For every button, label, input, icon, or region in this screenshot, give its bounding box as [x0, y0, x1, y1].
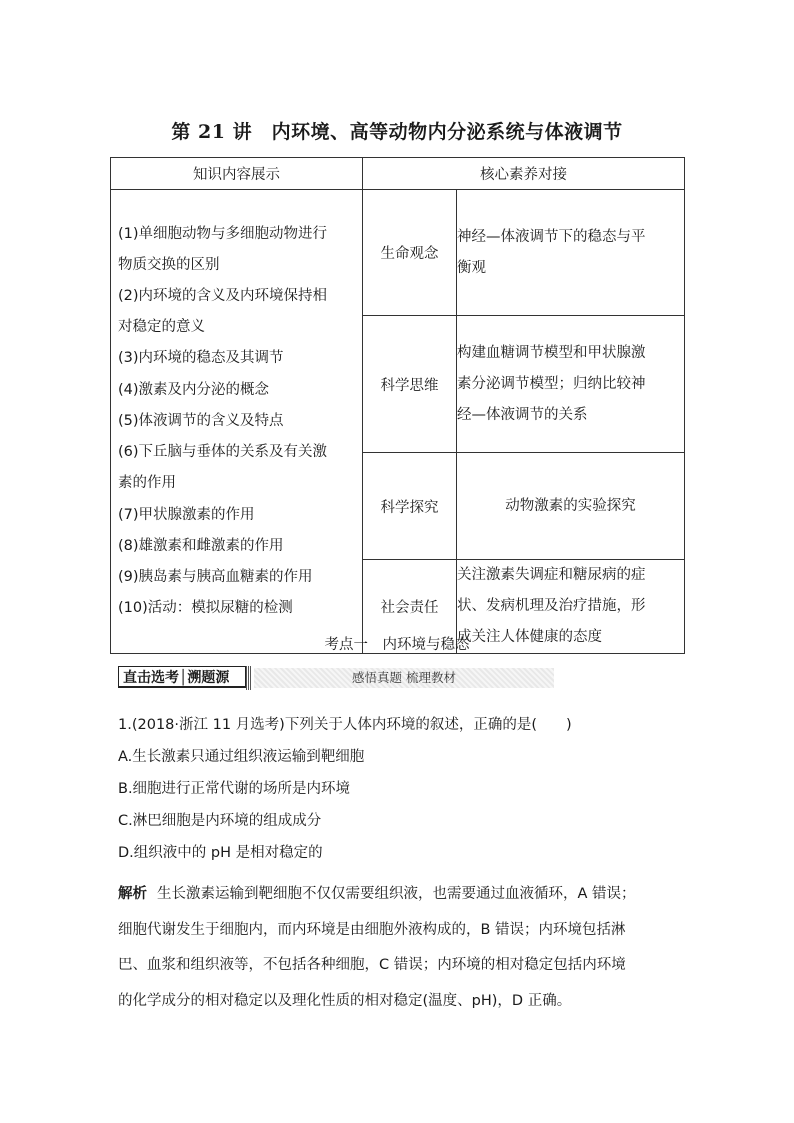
description-line: 素分泌调节模型；归纳比较神: [457, 375, 646, 392]
list-item: (6)下丘脑与垂体的关系及有关激: [118, 444, 328, 461]
description-line: 关注激素失调症和糖尿病的症: [457, 567, 646, 583]
header-competency: 核心素养对接: [363, 158, 685, 190]
table-row: [111, 190, 685, 316]
description-cell: [457, 453, 685, 560]
category-cell: 科学探究: [363, 453, 457, 560]
analysis-paragraph: [118, 877, 688, 1019]
option-b: B.细胞进行正常代谢的场所是内环境: [118, 781, 351, 797]
list-item: 物质交换的区别: [118, 256, 220, 273]
description-line: 状、发病机理及治疗措施，形: [457, 598, 646, 614]
list-item: (7)甲状腺激素的作用: [118, 506, 255, 523]
page-title: 第 21 讲 内环境、高等动物内分泌系统与体液调节: [171, 121, 623, 143]
list-item: (8)雄激素和雌激素的作用: [118, 537, 284, 554]
description-cell: [457, 190, 685, 316]
description-line: 经—体液调节的关系: [457, 406, 588, 423]
banner-label: 直击选考│溯题源: [118, 666, 246, 688]
table-header-row: [111, 158, 685, 190]
analysis-line: [118, 877, 688, 913]
list-item: (3)内环境的稳态及其调节: [118, 350, 284, 367]
list-item: (1)单细胞动物与多细胞动物进行: [118, 225, 328, 242]
description-line: 衡观: [457, 259, 486, 276]
knowledge-list: [111, 219, 362, 625]
description-line: 成关注人体健康的态度: [457, 629, 602, 645]
list-item: (2)内环境的含义及内环境保持相: [118, 288, 328, 305]
curriculum-table: [110, 157, 685, 654]
description-cell: [457, 316, 685, 453]
analysis-text: 生长激素运输到靶细胞不仅仅需要组织液，也需要通过血液循环，A 错误；: [157, 886, 636, 902]
description-line: 神经—体液调节下的稳态与平: [457, 228, 646, 245]
category-cell: 生命观念: [363, 190, 457, 316]
analysis-line: 的化学成分的相对稳定以及理化性质的相对稳定(温度、pH)，D 正确。: [118, 992, 572, 1009]
option-d: D.组织液中的 pH 是相对稳定的: [118, 845, 323, 861]
header-knowledge: 知识内容展示: [111, 158, 363, 190]
option-a: A.生长激素只通过组织液运输到靶细胞: [118, 749, 365, 765]
description-line: 构建血糖调节模型和甲状腺激: [457, 344, 646, 361]
list-item: (4)激素及内分泌的概念: [118, 381, 270, 398]
description-line: 动物激素的实验探究: [505, 497, 636, 514]
category-cell: 科学思维: [363, 316, 457, 453]
list-item: 素的作用: [118, 475, 176, 492]
knowledge-list-cell: [111, 190, 363, 654]
list-item: (9)胰岛素与胰高血糖素的作用: [118, 568, 313, 585]
option-c: C.淋巴细胞是内环境的组成成分: [118, 813, 322, 829]
section-title: 考点一 内环境与稳态: [324, 637, 470, 653]
list-item: (10)活动：模拟尿糖的检测: [118, 600, 293, 617]
banner-subtitle: 感悟真题 梳理教材: [254, 668, 554, 688]
category-cell: 社会责任: [363, 560, 457, 654]
section-banner: [118, 666, 456, 690]
list-item: (5)体液调节的含义及特点: [118, 412, 284, 429]
question-stem: 1.(2018·浙江 11 月选考)下列关于人体内环境的叙述，正确的是( ): [118, 717, 572, 733]
analysis-line: 巴、血浆和组织液等，不包括各种细胞，C 错误；内环境的相对稳定包括内环境: [118, 957, 626, 973]
banner-divider: [246, 666, 252, 690]
list-item: 对稳定的意义: [118, 319, 205, 336]
analysis-line: 细胞代谢发生于细胞内，而内环境是由细胞外液构成的，B 错误；内环境包括淋: [118, 921, 626, 938]
analysis-label: 解析: [118, 886, 147, 902]
